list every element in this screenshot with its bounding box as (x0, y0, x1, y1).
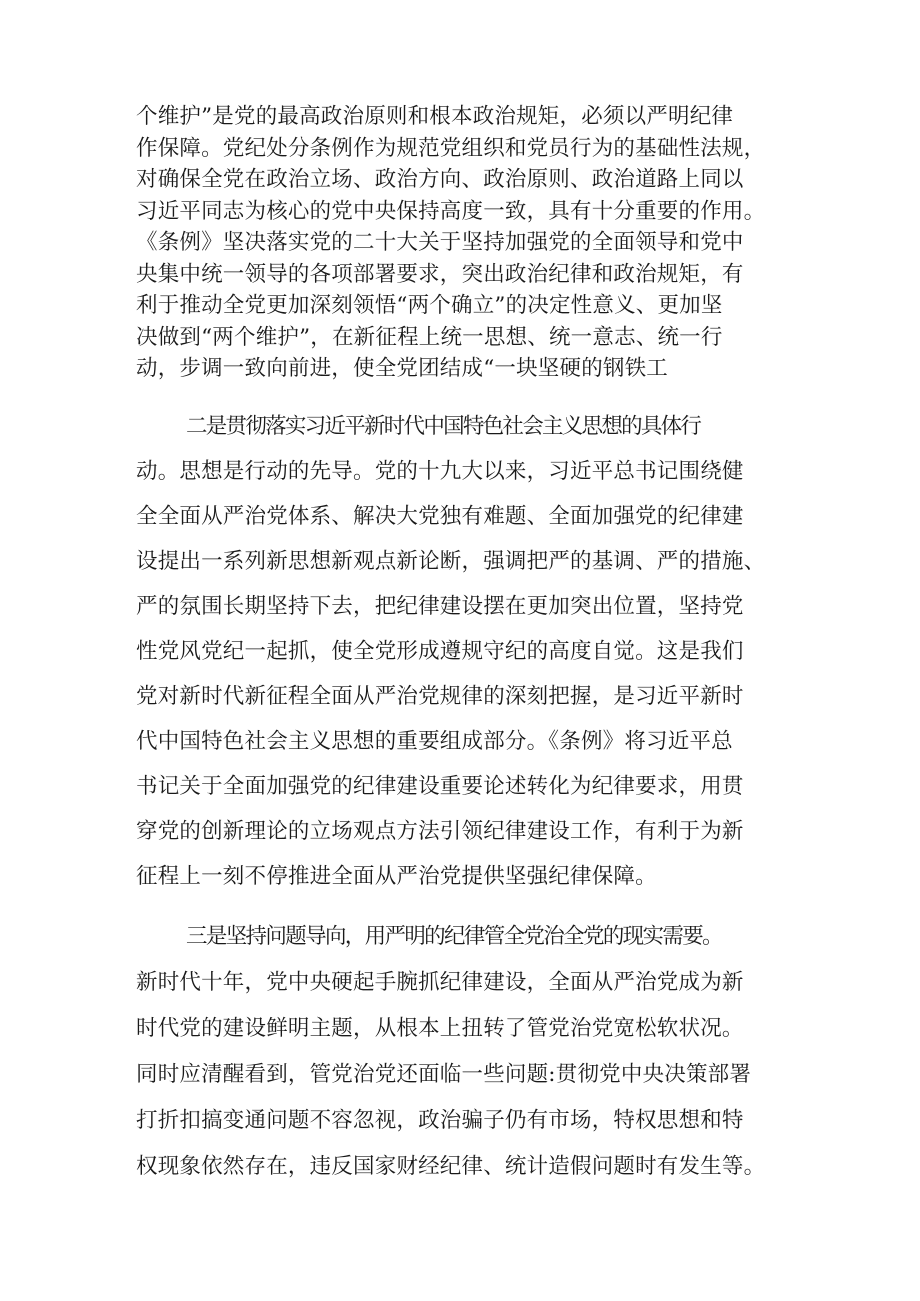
paragraph-line: 动，步调一致向前进，使全党团结成“一块坚硬的钢铁工 (136, 356, 668, 381)
paragraph-line: 代中国特色社会主义思想的重要组成部分。《条例》将习近平总 (136, 729, 733, 754)
paragraph-line: 严的氛围长期坚持下去，把纪律建设摆在更加突出位置，坚持党 (136, 594, 744, 619)
paragraph-line: 时代党的建设鲜明主题，从根本上扭转了管党治党宽松软状况。 (136, 1016, 744, 1041)
paragraph-line: 权现象依然存在，违反国家财经纪律、统计造假问题时有发生等。 (136, 1154, 766, 1179)
paragraph-line: 征程上一刻不停推进全面从严治党提供坚强纪律保障。 (136, 864, 657, 889)
paragraph-line: 二是贯彻落实习近平新时代中国特色社会主义思想的具体行 (186, 414, 701, 439)
paragraph-line: 三是坚持问题导向，用严明的纪律管全党治全党的现实需要。 (186, 924, 722, 949)
paragraph-line: 同时应清醒看到，管党治党还面临一些问题:贯彻党中央决策部署 (136, 1062, 752, 1087)
paragraph-line: 利于推动全党更加深刻领悟“两个确立”的决定性意义、更加坚 (136, 293, 723, 318)
paragraph-line: 对确保全党在政治立场、政治方向、政治原则、政治道路上同以 (136, 167, 744, 192)
paragraph-line: 决做到“两个维护”，在新征程上统一思想、统一意志、统一行 (136, 325, 723, 350)
paragraph-line: 个维护”是党的最高政治原则和根本政治规矩，必须以严明纪律 (136, 104, 734, 129)
paragraph-line: 作保障。党纪处分条例作为规范党组织和党员行为的基础性法规， (136, 136, 766, 161)
paragraph-line: 性党风党纪一起抓，使全党形成遵规守纪的高度自觉。这是我们 (136, 639, 744, 664)
paragraph-line: 新时代十年，党中央硬起手腕抓纪律建设，全面从严治党成为新 (136, 970, 744, 995)
paragraph-line: 穿党的创新理论的立场观点方法引领纪律建设工作，有利于为新 (136, 819, 744, 844)
paragraph-line: 书记关于全面加强党的纪律建设重要论述转化为纪律要求，用贯 (136, 774, 744, 799)
paragraph-line: 动。思想是行动的先导。党的十九大以来，习近平总书记围绕健 (136, 459, 744, 484)
paragraph-line: 全全面从严治党体系、解决大党独有难题、全面加强党的纪律建 (136, 504, 744, 529)
paragraph-line: 习近平同志为核心的党中央保持高度一致，具有十分重要的作用。 (136, 199, 766, 224)
paragraph-line: 打折扣搞变通问题不容忽视，政治骗子仍有市场，特权思想和特 (136, 1108, 744, 1133)
paragraph-line: 央集中统一领导的各项部署要求，突出政治纪律和政治规矩，有 (136, 262, 744, 287)
paragraph-line: 《条例》坚决落实党的二十大关于坚持加强党的全面领导和党中 (136, 230, 744, 255)
paragraph-line: 党对新时代新征程全面从严治党规律的深刻把握，是习近平新时 (136, 684, 744, 709)
paragraph-line: 设提出一系列新思想新观点新论断，强调把严的基调、严的措施、 (136, 549, 766, 574)
